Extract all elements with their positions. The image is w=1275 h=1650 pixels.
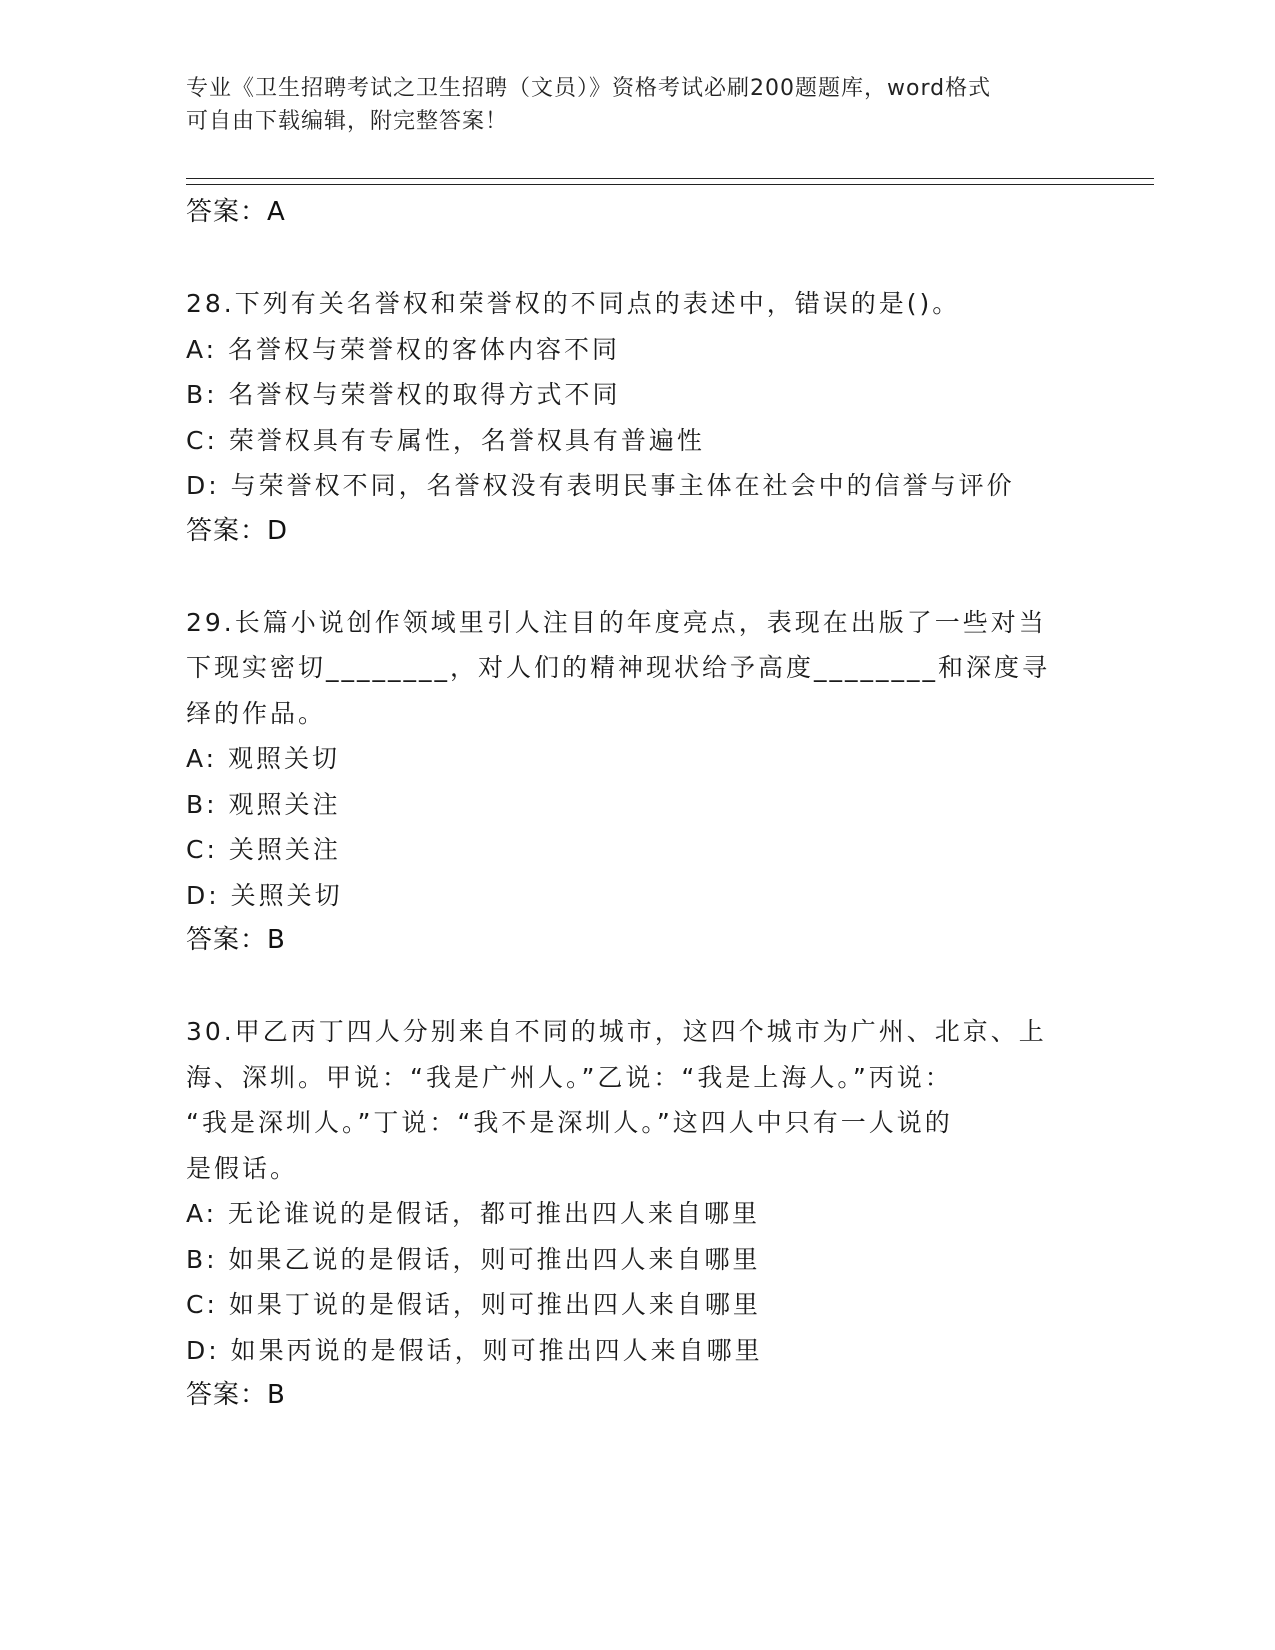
option-a: A: 无论谁说的是假话，都可推出四人来自哪里 bbox=[186, 1199, 761, 1228]
question-stem-line: 30.甲乙丙丁四人分别来自不同的城市，这四个城市为广州、北京、上 bbox=[186, 1017, 1047, 1046]
document-body bbox=[186, 190, 1106, 1419]
option-c: C: 关照关注 bbox=[186, 835, 341, 864]
question-block bbox=[186, 600, 1106, 964]
answer: 答案：B bbox=[186, 1380, 286, 1410]
option-d: D: 关照关切 bbox=[186, 880, 343, 910]
option-b: B: 如果乙说的是假话，则可推出四人来自哪里 bbox=[186, 1244, 761, 1274]
header-divider bbox=[186, 178, 1154, 185]
answer: 答案：B bbox=[186, 925, 286, 955]
question-stem-line: 海、深圳。甲说：“我是广州人。”乙说：“我是上海人。”丙说： bbox=[186, 1062, 953, 1092]
option-a: A: 观照关切 bbox=[186, 744, 341, 773]
spacer bbox=[186, 236, 1106, 282]
question-block bbox=[186, 1009, 1106, 1419]
answer: 答案：D bbox=[186, 515, 289, 546]
question-stem-line: 29.长篇小说创作领域里引人注目的年度亮点，表现在出版了一些对当 bbox=[186, 607, 1047, 637]
spacer bbox=[186, 964, 1106, 1010]
question-stem: 28.下列有关名誉权和荣誉权的不同点的表述中，错误的是()。 bbox=[186, 289, 961, 318]
spacer bbox=[186, 554, 1106, 600]
option-d: D: 如果丙说的是假话，则可推出四人来自哪里 bbox=[186, 1335, 763, 1365]
option-b: B: 观照关注 bbox=[186, 789, 341, 819]
option-d: D: 与荣誉权不同，名誉权没有表明民事主体在社会中的信誉与评价 bbox=[186, 471, 1015, 500]
option-c: C: 如果丁说的是假话，则可推出四人来自哪里 bbox=[186, 1290, 761, 1319]
header-line-2: 可自由下载编辑，附完整答案！ bbox=[186, 109, 509, 134]
option-c: C: 荣誉权具有专属性，名誉权具有普遍性 bbox=[186, 425, 705, 455]
page-header bbox=[186, 72, 1086, 138]
question-stem-line: 绎的作品。 bbox=[186, 698, 327, 728]
question-stem-line: “我是深圳人。”丁说：“我不是深圳人。”这四人中只有一人说的 bbox=[186, 1108, 953, 1137]
previous-answer: 答案：A bbox=[186, 197, 286, 227]
option-a: A: 名誉权与荣誉权的客体内容不同 bbox=[186, 334, 621, 364]
header-line-1: 专业《卫生招聘考试之卫生招聘（文员）》资格考试必刷200题题库，word格式 bbox=[186, 76, 992, 101]
question-block bbox=[186, 281, 1106, 554]
question-stem-line: 下现实密切________，对人们的精神现状给予高度________和深度寻 bbox=[186, 653, 1051, 682]
question-stem-line: 是假话。 bbox=[186, 1153, 299, 1183]
option-b: B: 名誉权与荣誉权的取得方式不同 bbox=[186, 380, 621, 409]
